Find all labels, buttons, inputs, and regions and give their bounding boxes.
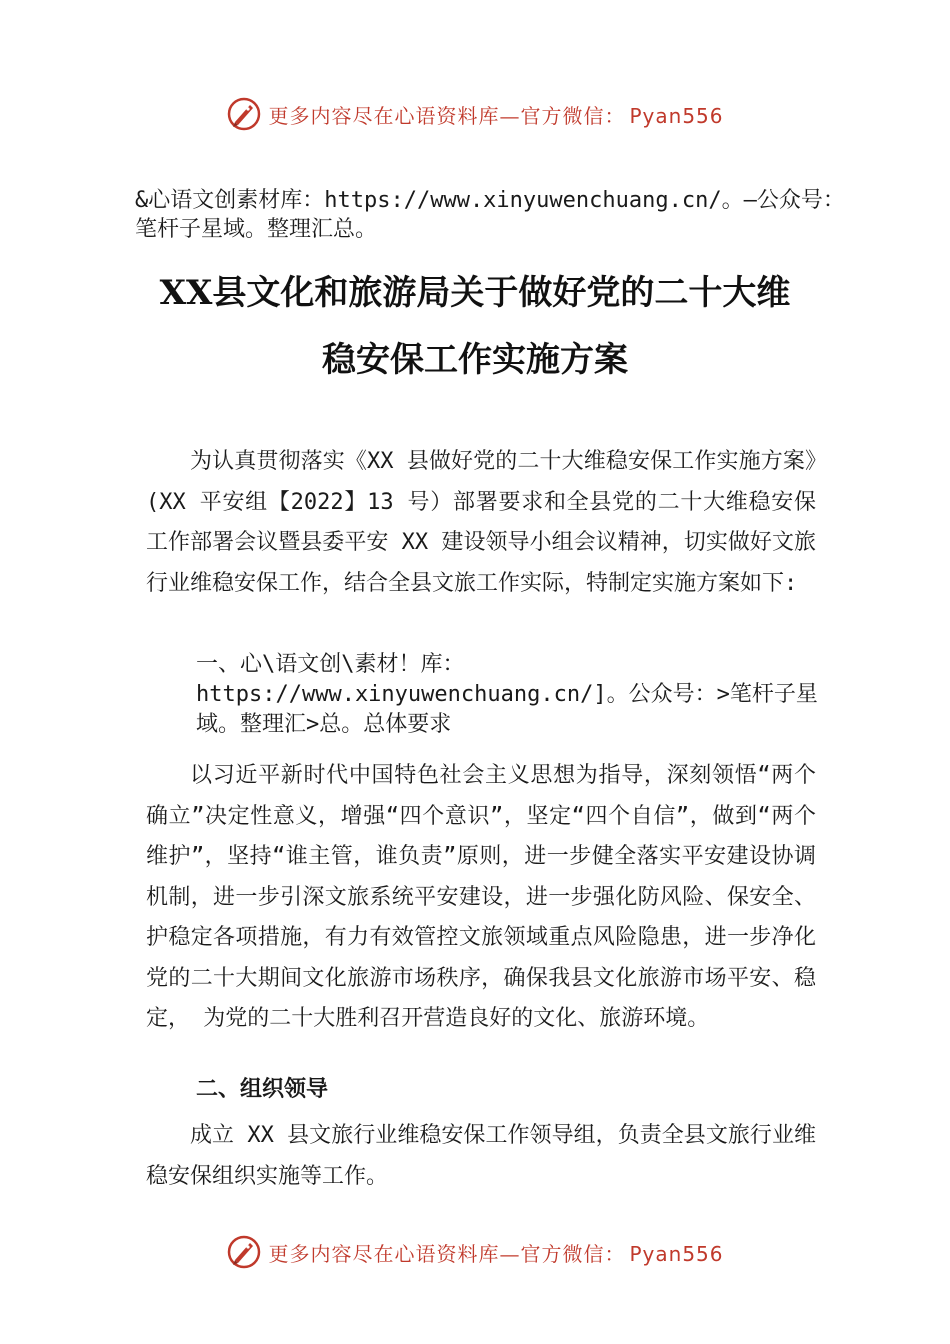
footer-banner bbox=[0, 1230, 950, 1274]
section-2-paragraph: 成立 XX 县文旅行业维稳安保工作领导组，负责全县文旅行业维稳安保组织实施等工作。 bbox=[146, 1123, 816, 1189]
banner-text bbox=[268, 1238, 723, 1267]
section-1-heading: 一、心\语文创\素材！库：https://www.xinyuwenchuang.cn/]。公众号：>笔杆子星域。整理汇>总。总体要求 bbox=[196, 652, 818, 737]
document-title-line-2: 稳安保工作实施方案 bbox=[322, 340, 628, 380]
banner-wechat-id: Pyan556 bbox=[629, 1241, 724, 1266]
section-1-paragraph: 以习近平新时代中国特色社会主义思想为指导，深刻领悟“两个确立”决定性意义，增强“四个意识”，坚定“四个自信”，做到“两个维护”，坚持“谁主管，谁负责”原则，进一步健全落实平安建设协调机制，进一步引深文旅系统平安建设，进一步强化防风险、保安全、护稳定各项措施，有力有效管控文旅领域重点风险隐患，进一步净化党的二十大期间文化旅游市场秩序，确保我县文化旅游市场平安、稳定， 为党的二十大胜利召开营造良好的文化、旅游环境。 bbox=[146, 763, 816, 1031]
intro-paragraph: 为认真贯彻落实《XX 县做好党的二十大维稳安保工作实施方案》(XX 平安组【2022】13 号）部署要求和全县党的二十大维稳安保工作部署会议暨县委平安 XX 建设领导小组会议精神，切实做好文旅行业维稳安保工作，结合全县文旅工作实际，特制定实施方案如下: bbox=[146, 449, 816, 596]
document-title-line-1: XX县文化和旅游局关于做好党的二十大维 bbox=[159, 273, 791, 313]
banner-label: 更多内容尽在心语资料库—官方微信： bbox=[268, 103, 626, 128]
banner-wechat-id: Pyan556 bbox=[629, 103, 724, 128]
section-2-heading: 二、组织领导 bbox=[196, 1077, 329, 1102]
header-banner bbox=[0, 92, 950, 136]
banner-text bbox=[268, 100, 723, 129]
pen-nib-logo-icon bbox=[226, 1234, 262, 1270]
pen-nib-logo-icon bbox=[226, 96, 262, 132]
source-note: &心语文创素材库：https://www.xinyuwenchuang.cn/。—公众号：笔杆子星域。整理汇总。 bbox=[135, 188, 845, 242]
banner-label: 更多内容尽在心语资料库—官方微信： bbox=[268, 1241, 626, 1266]
